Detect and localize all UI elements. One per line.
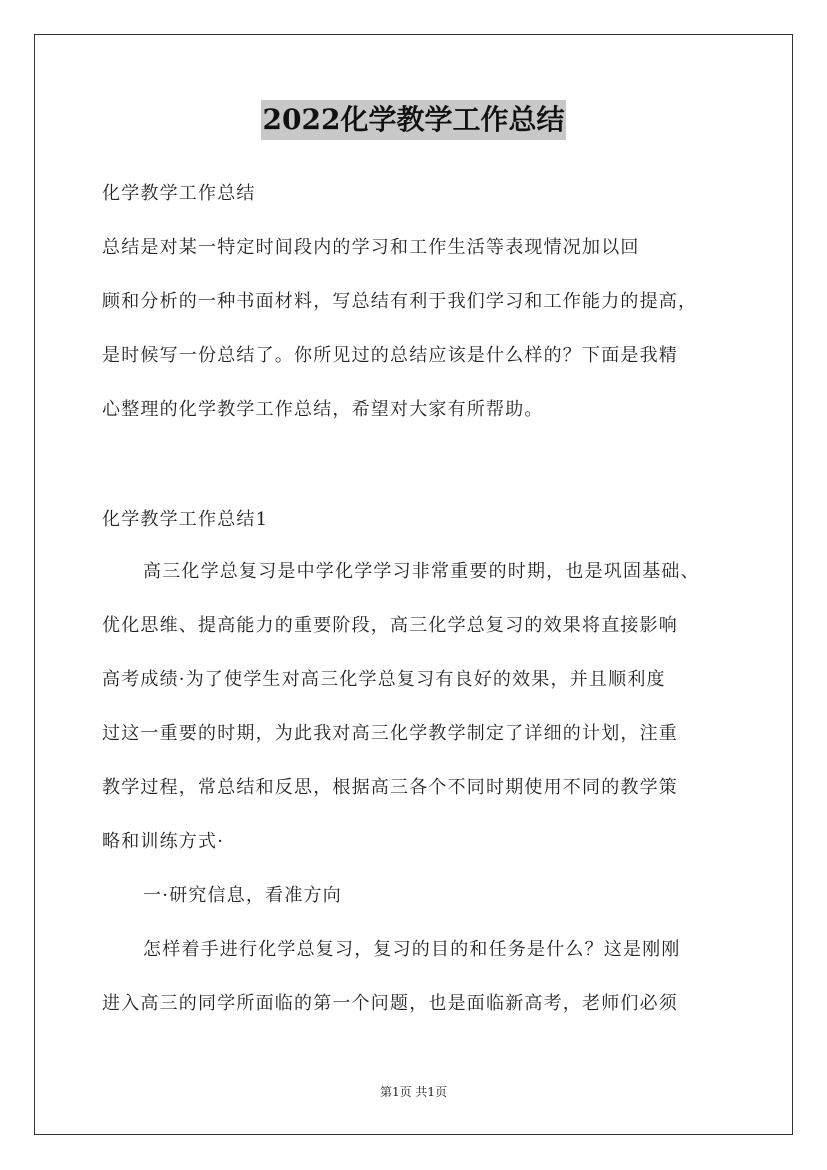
body-line-1: 高三化学总复习是中学化学学习非常重要的时期，也是巩固基础、 (143, 561, 700, 582)
section-heading-1: 化学教学工作总结1 (102, 509, 269, 530)
intro-line-1: 总结是对某一特定时间段内的学习和工作生活等表现情况加以回 (102, 237, 640, 258)
intro-line-3: 是时候写一份总结了。你所见过的总结应该是什么样的？下面是我精 (102, 345, 678, 366)
body-line-3: 高考成绩·为了使学生对高三化学总复习有良好的效果，并且顺利度 (102, 669, 666, 690)
body-line-6: 略和训练方式· (102, 831, 225, 852)
intro-line-2: 顾和分析的一种书面材料，写总结有利于我们学习和工作能力的提高， (102, 291, 698, 312)
body2-line-2: 进入高三的同学所面临的第一个问题，也是面临新高考，老师们必须 (102, 993, 678, 1014)
section-heading: 化学教学工作总结 (102, 183, 256, 204)
subheading: 一·研究信息，看准方向 (143, 885, 342, 906)
body2-line-1: 怎样着手进行化学总复习，复习的目的和任务是什么？这是刚刚 (143, 939, 681, 960)
page-footer: 第1页 共1页 (379, 1085, 448, 1099)
intro-line-4: 心整理的化学教学工作总结，希望对大家有所帮助。 (102, 399, 544, 420)
body-line-2: 优化思维、提高能力的重要阶段，高三化学总复习的效果将直接影响 (102, 615, 678, 636)
body-line-5: 教学过程，常总结和反思，根据高三各个不同时期使用不同的教学策 (102, 777, 678, 798)
document-title: 2022化学教学工作总结 (261, 100, 567, 140)
body-line-4: 过这一重要的时期，为此我对高三化学教学制定了详细的计划，注重 (102, 723, 678, 744)
